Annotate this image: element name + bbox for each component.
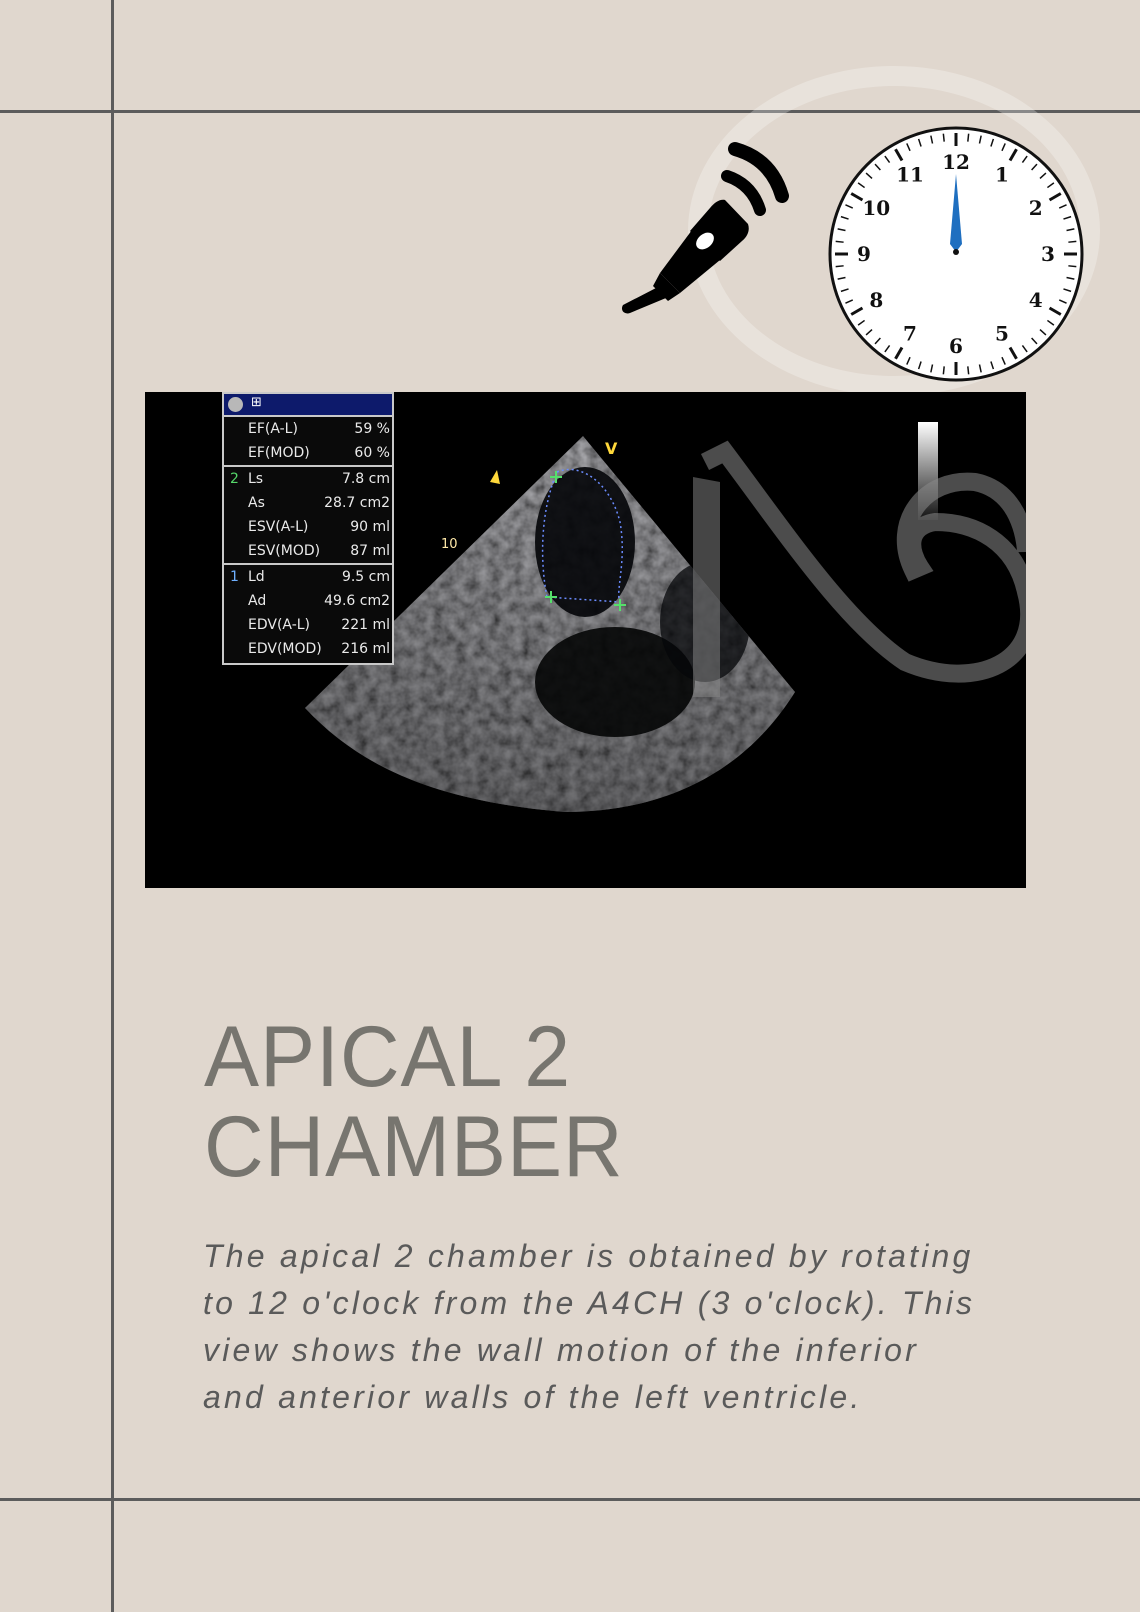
measurement-panel-header <box>224 394 392 417</box>
measurement-group-index: 2 <box>230 471 239 487</box>
measurement-label: EF(MOD) <box>248 445 310 461</box>
left-rule <box>111 0 114 1612</box>
clock-numeral: 9 <box>857 242 871 266</box>
clock-numeral: 8 <box>869 288 884 312</box>
number-2-watermark <box>705 452 1026 674</box>
measurement-label: As <box>248 495 265 511</box>
measure-icon: ⊞ <box>251 395 262 410</box>
measurement-row <box>224 637 392 661</box>
clock-numeral: 7 <box>903 321 917 346</box>
focus-marker <box>490 470 500 484</box>
measurement-label: EF(A-L) <box>248 421 298 437</box>
clock-tick <box>968 366 969 374</box>
measurement-panel <box>222 392 394 665</box>
description-line-1: The apical 2 chamber is obtained by rotating <box>203 1238 974 1274</box>
measurement-value: 49.6 cm2 <box>324 593 390 609</box>
ultrasound-probe-icon <box>620 138 810 328</box>
measurement-row <box>224 417 392 441</box>
clock-numeral: 4 <box>1028 288 1043 312</box>
description <box>203 1233 1083 1421</box>
measurement-value: 59 % <box>354 421 390 437</box>
clock-numeral: 5 <box>995 321 1009 346</box>
measurement-value: 216 ml <box>341 641 390 657</box>
measurement-group-index: 1 <box>230 569 239 585</box>
measurement-row <box>224 565 392 589</box>
measurement-group <box>224 467 392 565</box>
clock-numeral: 10 <box>862 196 891 220</box>
clock-tick <box>836 266 844 267</box>
measurement-row <box>224 515 392 539</box>
measurement-row <box>224 613 392 637</box>
clock-tick <box>968 134 969 142</box>
measurement-row <box>224 491 392 515</box>
echocardiogram-image <box>145 392 1026 888</box>
description-line-3: view shows the wall motion of the inferior <box>203 1332 919 1368</box>
measurement-row <box>224 539 392 563</box>
clock-tick <box>836 241 844 242</box>
measurement-value: 7.8 cm <box>341 471 390 487</box>
measurement-label: EDV(A-L) <box>248 617 311 633</box>
measurement-label: Ld <box>248 569 265 585</box>
record-dot-icon <box>228 397 243 412</box>
clock-tick <box>1068 266 1076 267</box>
clock-numeral: 1 <box>995 162 1009 187</box>
clock-numeral: 11 <box>896 162 924 187</box>
measurement-row <box>224 467 392 491</box>
clock-tick <box>1068 241 1076 242</box>
measurement-value: 9.5 cm <box>341 569 390 585</box>
measurement-value: 221 ml <box>341 617 390 633</box>
clock-icon <box>826 124 1086 384</box>
clock-tick <box>943 134 944 142</box>
watermark-stem <box>693 477 720 697</box>
measurement-label: EDV(MOD) <box>248 641 322 657</box>
clock-numeral: 3 <box>1041 242 1055 266</box>
measurement-value: 90 ml <box>350 519 390 535</box>
clock-numeral: 2 <box>1028 196 1043 220</box>
measurement-value: 28.7 cm2 <box>324 495 390 511</box>
clock-tick <box>943 366 944 374</box>
title-line-2: CHAMBER <box>204 1099 624 1195</box>
clock-numeral: 12 <box>942 150 970 174</box>
measurement-group <box>224 417 392 467</box>
measurement-row <box>224 441 392 465</box>
measurement-groups <box>224 417 392 661</box>
measurement-group <box>224 565 392 661</box>
description-line-2: to 12 o'clock from the A4CH (3 o'clock). This <box>203 1285 976 1321</box>
measurement-label: Ls <box>248 471 264 487</box>
clock-numeral: 6 <box>949 334 963 358</box>
measurement-value: 87 ml <box>350 543 390 559</box>
depth-marker: 10 <box>441 537 458 552</box>
clock-center <box>953 249 959 255</box>
bottom-rule <box>0 1498 1140 1501</box>
measurement-label: ESV(A-L) <box>248 519 309 535</box>
measurement-value: 60 % <box>354 445 390 461</box>
orientation-marker: V <box>605 439 618 458</box>
measurement-label: Ad <box>248 593 267 609</box>
measurement-label: ESV(MOD) <box>248 543 321 559</box>
measurement-row <box>224 589 392 613</box>
description-line-4: and anterior walls of the left ventricle. <box>203 1379 863 1415</box>
title-line-1: APICAL 2 <box>204 1009 572 1105</box>
page-title <box>204 1009 972 1195</box>
